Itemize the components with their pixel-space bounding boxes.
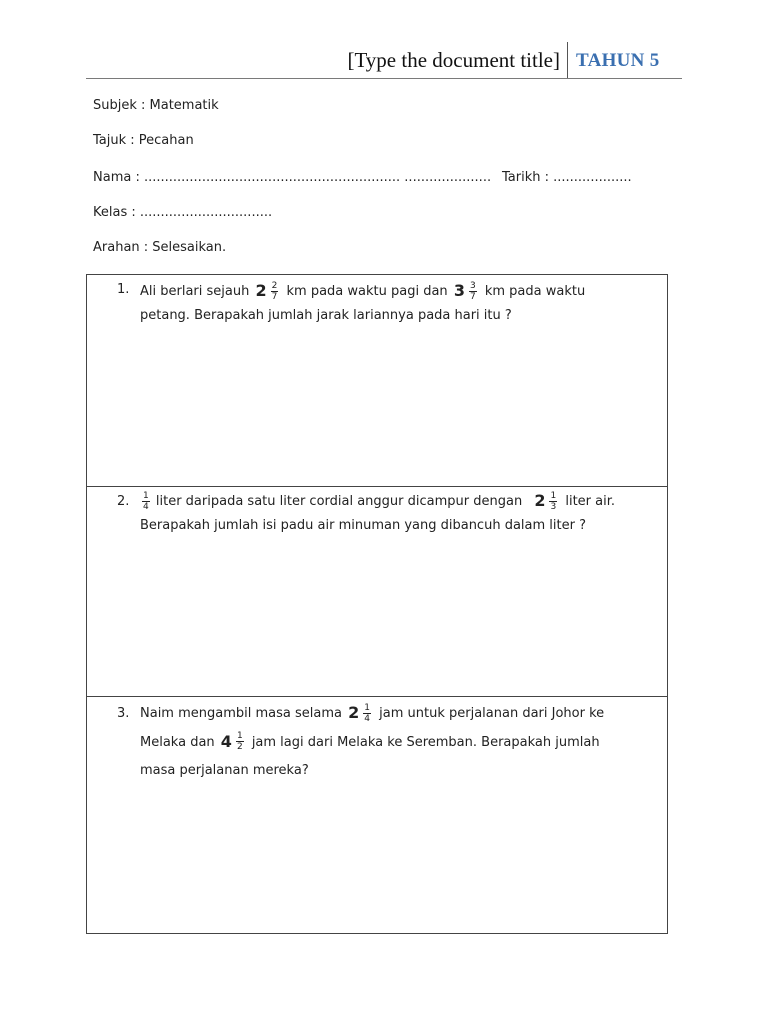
numerator: 1 [550,490,557,501]
denominator: 7 [271,291,278,302]
question-text-part: km pada waktu [484,283,586,299]
mixed-number [221,728,246,757]
question-row-1 [87,275,667,487]
question-text [140,699,665,785]
question-text-line: masa perjalanan mereka? [140,762,309,778]
question-text-part: liter air. [565,493,616,509]
mixed-number [348,699,373,728]
name-field[interactable]: Nama : .............................................................. ..................... [93,170,492,185]
whole-part: 2 [534,491,546,510]
document-title[interactable]: [Type the document title] [347,48,560,72]
fraction [271,281,279,302]
question-number: 3. [117,706,130,721]
header-divider [567,42,568,78]
topic-field: Tajuk : Pecahan [93,133,194,148]
numerator: 1 [143,490,149,501]
class-field[interactable]: Kelas : ................................ [93,205,273,220]
question-text [140,487,665,540]
denominator: 3 [550,501,557,512]
year-label: TAHUN 5 [576,50,660,71]
question-text-line: Berapakah jumlah isi padu air minuman yang dibancuh dalam liter ? [140,517,586,533]
question-text-part: Melaka dan [140,734,215,750]
question-number: 1. [117,282,130,297]
question-text-part: Naim mengambil masa selama [140,705,342,721]
numerator: 1 [364,702,370,713]
question-row-2 [87,487,667,697]
question-text-part: Ali berlari sejauh [140,283,250,299]
question-text-line: petang. Berapakah jumlah jarak lariannya pada hari itu ? [140,307,512,323]
date-field[interactable]: Tarikh : ................... [502,170,632,185]
denominator: 4 [364,713,370,724]
subject-field: Subjek : Matematik [93,98,219,113]
question-text-part: liter daripada satu liter cordial anggur dicampur dengan [155,493,523,509]
denominator: 2 [236,742,243,753]
whole-part: 2 [348,703,360,722]
denominator: 4 [143,501,149,512]
fraction [469,281,477,302]
whole-part: 3 [453,281,465,300]
fraction [549,491,557,512]
whole-part: 2 [255,281,267,300]
question-number: 2. [117,494,130,509]
numerator: 2 [271,280,278,291]
numerator: 3 [469,280,476,291]
question-text-part: jam lagi dari Melaka ke Seremban. Berapakah jumlah [251,734,600,750]
question-table [86,274,668,934]
fraction [142,491,150,512]
question-text [140,277,665,330]
question-text-part: km pada waktu pagi dan [286,283,448,299]
fraction [236,731,244,752]
question-text-part: jam untuk perjalanan dari Johor ke [379,705,605,721]
numerator: 1 [236,731,243,742]
denominator: 7 [469,291,476,302]
whole-part: 4 [220,731,232,751]
fraction [363,703,371,724]
page-header [86,42,682,79]
instruction-field: Arahan : Selesaikan. [93,240,227,255]
question-row-3 [87,697,667,933]
